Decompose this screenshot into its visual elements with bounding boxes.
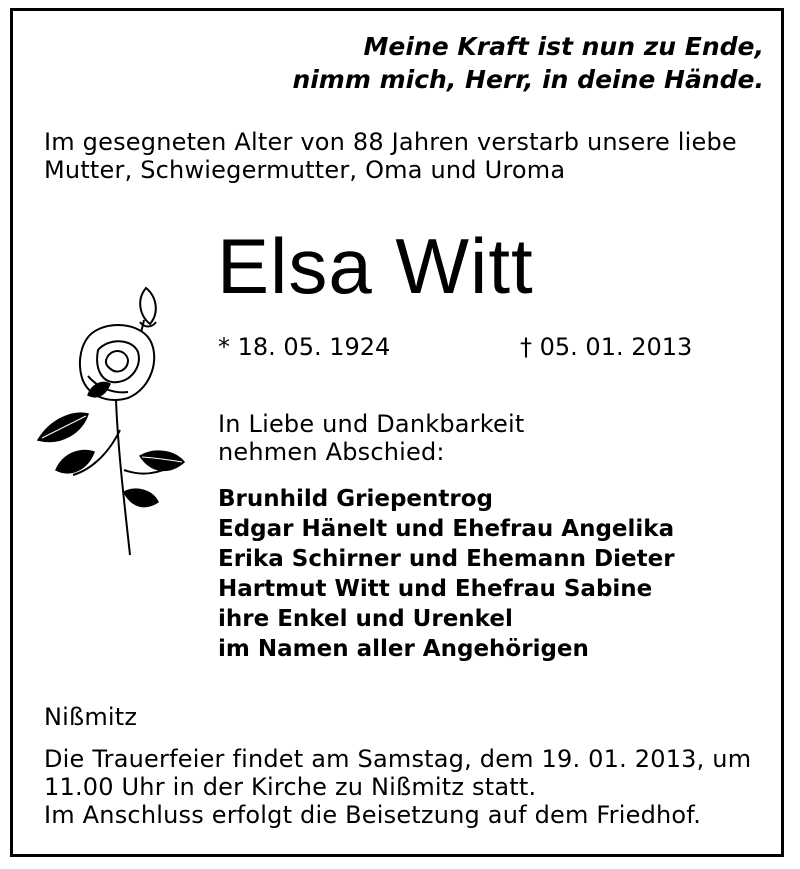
farewell-line-1: In Liebe und Dankbarkeit (218, 410, 525, 438)
rose-icon (28, 280, 198, 565)
birth-date: * 18. 05. 1924 (218, 333, 391, 361)
intro-line-1: Im gesegneten Alter von 88 Jahren verstarb unsere liebe (44, 128, 737, 156)
intro-line-2: Mutter, Schwiegermutter, Oma und Uroma (44, 156, 566, 184)
verse-line-2: nimm mich, Herr, in deine Hände. (292, 65, 764, 94)
service-info (44, 745, 751, 829)
mourner: Brunhild Griepentrog (218, 486, 493, 512)
death-date: † 05. 01. 2013 (520, 333, 693, 361)
service-line-2: 11.00 Uhr in der Kirche zu Nißmitz statt. (44, 773, 537, 801)
verse-line-1: Meine Kraft ist nun zu Ende, (363, 32, 764, 61)
verse (292, 30, 764, 96)
mourner: im Namen aller Angehörigen (218, 636, 589, 662)
deceased-name: Elsa Witt (217, 222, 534, 310)
mourner: ihre Enkel und Urenkel (218, 606, 513, 632)
mourner: Hartmut Witt und Ehefrau Sabine (218, 576, 653, 602)
farewell-line-2: nehmen Abschied: (218, 438, 445, 466)
mourners-list (218, 484, 675, 664)
mourner: Edgar Hänelt und Ehefrau Angelika (218, 516, 675, 542)
service-line-3: Im Anschluss erfolgt die Beisetzung auf dem Friedhof. (44, 801, 702, 829)
service-line-1: Die Trauerfeier findet am Samstag, dem 19. 01. 2013, um (44, 745, 752, 773)
intro-text (44, 128, 737, 184)
place: Nißmitz (44, 703, 138, 731)
mourner: Erika Schirner und Ehemann Dieter (218, 546, 675, 572)
farewell-text (218, 410, 524, 466)
